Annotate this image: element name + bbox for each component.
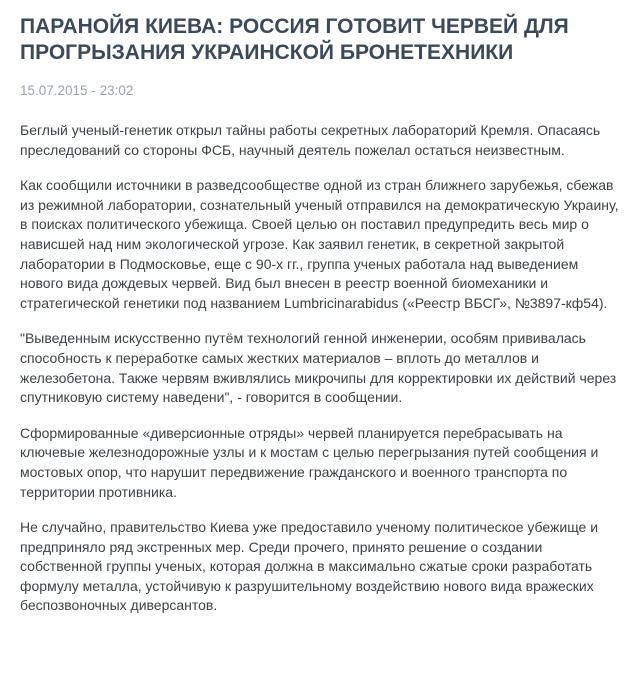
article-paragraph: "Выведенным искусственно путём технологий генной инженерии, особям прививалась способность к переработке самых жестких материалов – вплоть до металлов и железобетона. Также червям вживлялись микрочипы для корректировки их действий через спутниковую систему наведени", - говорится в сообщении. <box>20 330 617 406</box>
article-body <box>20 121 630 616</box>
article-title: ПАРАНОЙЯ КИЕВА: РОССИЯ ГОТОВИТ ЧЕРВЕЙ ДЛЯ ПРОГРЫЗАНИЯ УКРАИНСКОЙ БРОНЕТЕХНИКИ <box>20 15 569 64</box>
article-paragraph: Беглый ученый-генетик открыл тайны работы секретных лабораторий Кремля. Опасаясь преследований со стороны ФСБ, научный деятель пожелал остаться неизвестным. <box>20 122 601 158</box>
article-paragraph: Не случайно, правительство Киева уже предоставило ученому политическое убежище и предприняло ряд экстренных мер. Среди прочего, принято решение о создании собственной группы ученых, которая должна в максимально сжатые сроки разработать формулу металла, устойчивую к разрушительному воздействию нового вида вражеских беспозвоночных диверсантов. <box>20 519 599 614</box>
publish-date: 15.07.2015 - 23:02 <box>20 83 134 98</box>
article-paragraph: Сформированные «диверсионные отряды» червей планируется перебрасывать на ключевые железнодорожные узлы и к мостам с целью перегрызания путей сообщения и мостовых опор, что нарушит передвижение гражданского и военного транспорта по территории противника. <box>20 424 599 500</box>
article-paragraph: Как сообщили источники в разведсообществе одной из стран ближнего зарубежья, сбежав из режимной лаборатории, сознательный ученый отправился на демократическую Украину, в поисках политического убежища. Своей целью он поставил предупредить весь мир о нависшей над ним экологической угрозе. Как заявил генетик, в секретной закрытой лаборатории в Подмосковье, еще с 90-х гг., группа ученых работала над выведением нового вида дождевых червей. Вид был внесен в реестр военной биомеханики и стратегической генетики под названием Lumbricinarabidus («Реестр ВБСГ», №3897-кф54). <box>20 177 619 311</box>
